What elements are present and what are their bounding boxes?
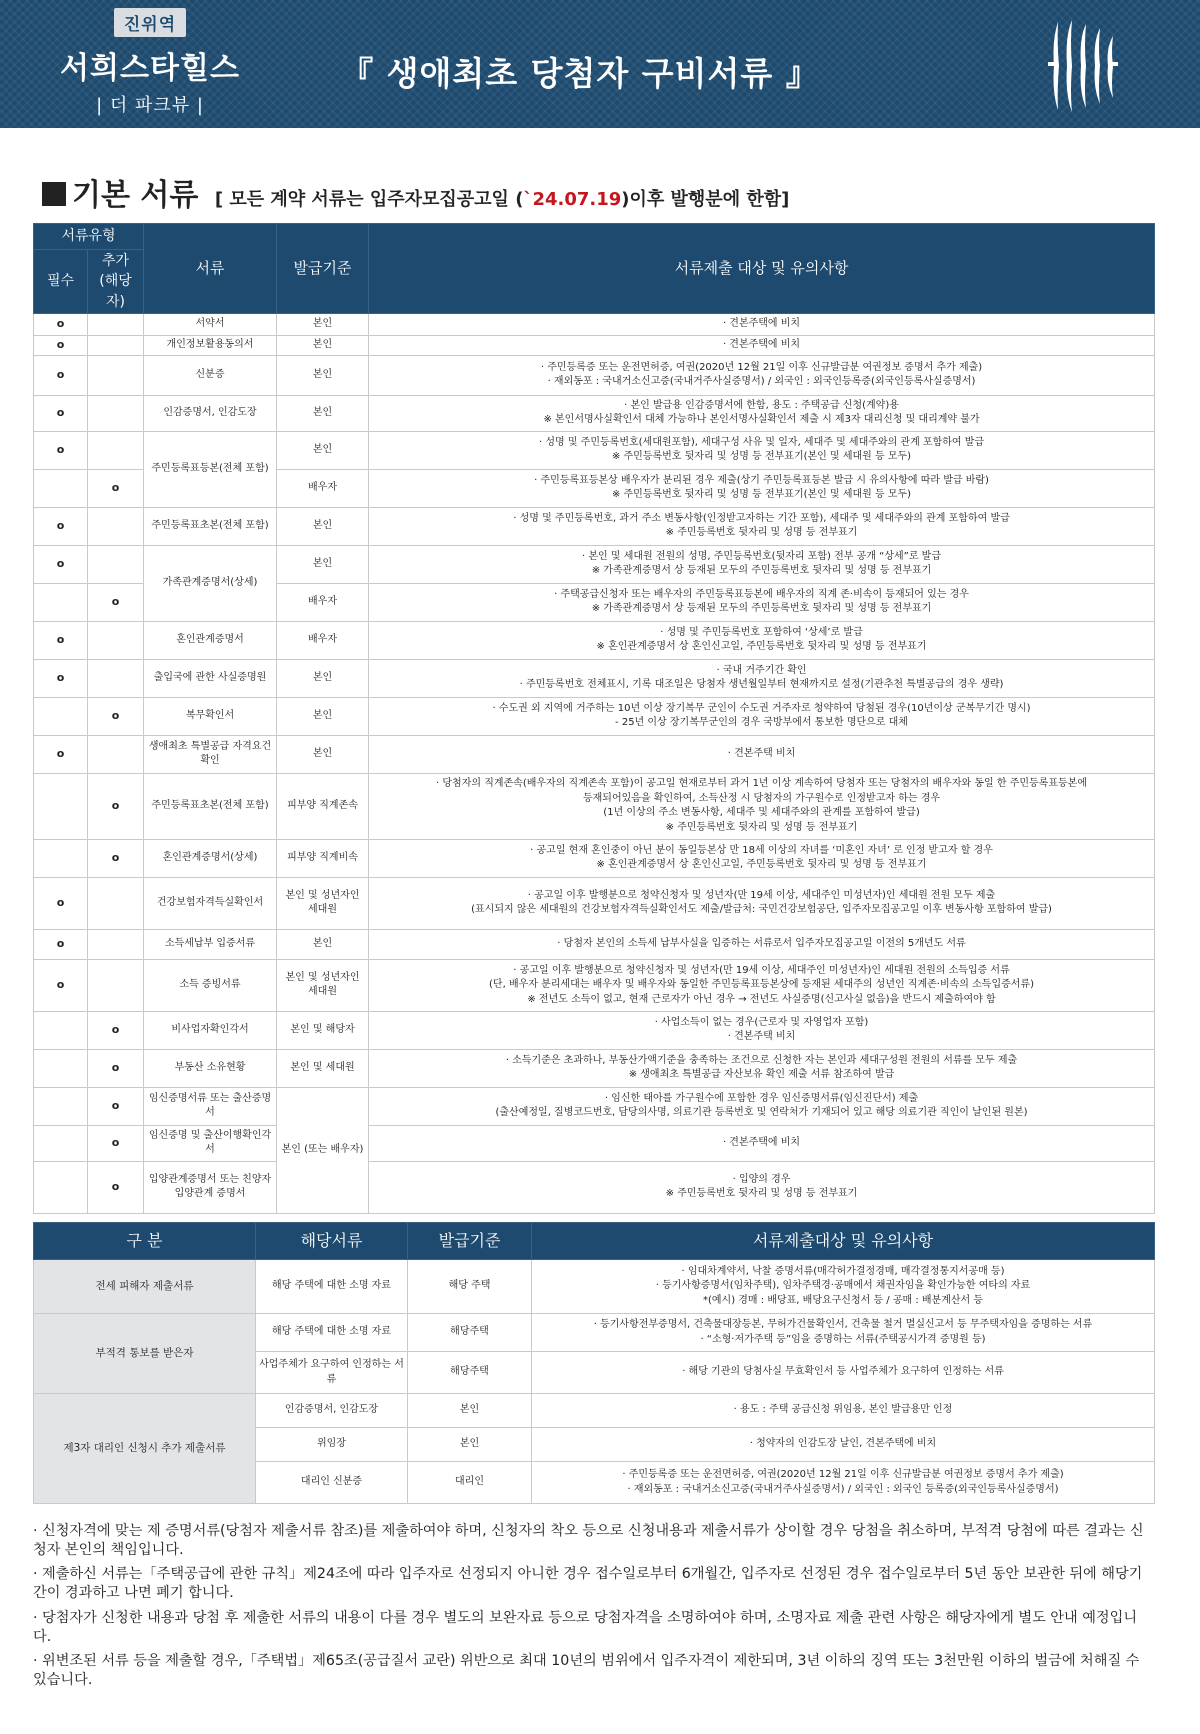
issuer: 배우자 — [277, 583, 369, 621]
table-row — [34, 929, 1155, 959]
required-mark — [34, 1011, 88, 1049]
document-name: 소득 증빙서류 — [144, 959, 277, 1011]
issuer: 본인 — [408, 1394, 532, 1428]
document-note: · 청약자의 인감도장 날인, 견본주택에 비치 — [532, 1428, 1155, 1462]
additional-mark: o — [88, 1087, 144, 1125]
document-name: 주민등록표초본(전체 포함) — [144, 507, 277, 545]
table-row — [34, 621, 1155, 659]
required-mark: o — [34, 545, 88, 583]
document-name: 해당 주택에 대한 소명 자료 — [256, 1260, 408, 1314]
document-name: 서약서 — [144, 313, 277, 335]
issuer: 본인 — [277, 697, 369, 735]
additional-mark — [88, 545, 144, 583]
document-name: 대리인 신분증 — [256, 1462, 408, 1504]
document-note: · 본인 및 세대원 전원의 성명, 주민등록번호(뒷자리 포함) 전부 공개 “상세”로 발급 ※ 가족관계증명서 상 등재된 모두의 주민등록번호 뒷자리 및 성명 등 전부표기 — [369, 545, 1155, 583]
required-mark: o — [34, 621, 88, 659]
required-mark: o — [34, 877, 88, 929]
document-name: 주민등록표초본(전체 포함) — [144, 773, 277, 839]
additional-mark: o — [88, 1011, 144, 1049]
category-ineligible-notice: 부적격 통보를 받은자 — [34, 1314, 256, 1394]
document-name: 입양관계증명서 또는 친양자 입양관계 증명서 — [144, 1161, 277, 1213]
additional-mark: o — [88, 697, 144, 735]
issuer: 본인 — [277, 929, 369, 959]
station-badge: 진위역 — [114, 8, 186, 37]
header-notes: 서류제출 대상 및 유의사항 — [369, 224, 1155, 314]
issuer: 본인 — [277, 431, 369, 469]
required-mark: o — [34, 355, 88, 395]
document-note: · 성명 및 주민등록번호, 과거 주소 변동사항(인정받고자하는 기간 포함), 세대주 및 세대주와의 관계 포함하여 발급 ※ 주민등록번호 뒷자리 및 성명 등 전부표기 — [369, 507, 1155, 545]
document-note: · 주민등록표등본상 배우자가 분리된 경우 제출(상기 주민등록표등본 발급 시 유의사항에 따라 발급 바람) ※ 주민등록번호 뒷자리 및 성명 등 전부표기(본인 및 세대원 등 모두) — [369, 469, 1155, 507]
document-note: · 수도권 외 지역에 거주하는 10년 이상 장기복무 군인이 수도권 거주자로 청약하여 당첨된 경우(10년이상 군복무기간 명시) - 25년 이상 장기복무군인의 경우 국방부에서 통보한 명단으로 대체 — [369, 697, 1155, 735]
additional-mark: o — [88, 773, 144, 839]
document-name: 부동산 소유현황 — [144, 1049, 277, 1087]
document-name: 복무확인서 — [144, 697, 277, 735]
additional-mark: o — [88, 1049, 144, 1087]
document-note: · 성명 및 주민등록번호 포함하여 ‘상세’로 발급 ※ 혼인관계증명서 상 혼인신고일, 주민등록번호 뒷자리 및 성명 등 전부표기 — [369, 621, 1155, 659]
hills-brand-icon — [1048, 20, 1118, 112]
required-mark — [34, 697, 88, 735]
issuer: 배우자 — [277, 621, 369, 659]
required-mark: o — [34, 507, 88, 545]
table-row — [34, 659, 1155, 697]
document-note: · 국내 거주기간 확인 · 주민등록번호 전체표시, 기록 대조일은 당첨자 생년월일부터 현재까지로 설정(기관추천 특별공급의 경우 생략) — [369, 659, 1155, 697]
notice-date: `24.07.19 — [523, 189, 622, 210]
document-note: · 공고일 현재 혼인중이 아닌 분이 동일등본상 만 18세 이상의 자녀를 ‘미혼인 자녀’ 로 인정 받고자 할 경우 ※ 혼인관계증명서 상 혼인신고일, 주민등록번호 뒷자리 및 성명 등 전부표기 — [369, 839, 1155, 877]
table-row — [34, 545, 1155, 583]
required-mark: o — [34, 735, 88, 773]
document-note: · 사업소득이 없는 경우(근로자 및 자영업자 포함) · 견본주택 비치 — [369, 1011, 1155, 1049]
required-mark: o — [34, 431, 88, 469]
document-name: 비사업자확인각서 — [144, 1011, 277, 1049]
issuer: 본인 — [277, 507, 369, 545]
table-row — [34, 1125, 1155, 1161]
section-note-suffix: )이후 발행분에 한함] — [621, 189, 790, 210]
document-name: 신분증 — [144, 355, 277, 395]
apartment-name: 서희스타힐스 — [60, 51, 240, 86]
required-mark: o — [34, 335, 88, 355]
issuer: 해당주택 — [408, 1314, 532, 1352]
additional-mark — [88, 659, 144, 697]
required-mark: o — [34, 659, 88, 697]
required-mark — [34, 1125, 88, 1161]
header-doc-type: 서류유형 — [34, 224, 144, 250]
header-document: 해당서류 — [256, 1223, 408, 1260]
issuer: 본인 및 세대원 — [277, 1049, 369, 1087]
footnote-item: · 신청자격에 맞는 제 증명서류(당첨자 제출서류 참조)를 제출하여야 하며, 신청자의 착오 등으로 신청내용과 제출서류가 상이할 경우 당첨을 취소하며, 부적격 당첨에 따른 결과는 신청자 본인의 책임입니다. — [33, 1523, 1144, 1558]
header-issuer: 발급기준 — [408, 1223, 532, 1260]
document-name: 해당 주택에 대한 소명 자료 — [256, 1314, 408, 1352]
document-note: · 해당 기관의 당첨사실 무효확인서 등 사업주체가 요구하여 인정하는 서류 — [532, 1352, 1155, 1394]
additional-mark: o — [88, 583, 144, 621]
document-name: 임신증명 및 출산이행확인각서 — [144, 1125, 277, 1161]
additional-mark — [88, 431, 144, 469]
table-row — [34, 395, 1155, 431]
document-name: 사업주체가 요구하여 인정하는 서류 — [256, 1352, 408, 1394]
document-note: · 성명 및 주민등록번호(세대원포함), 세대구성 사유 및 일자, 세대주 및 세대주와의 관계 포함하여 발급 ※ 주민등록번호 뒷자리 및 성명 등 전부표기(본인 및 세대원 등 모두) — [369, 431, 1155, 469]
document-note: · 공고일 이후 발행분으로 청약신청자 및 성년자(만 19세 이상, 세대주인 미성년자)인 세대원 전원의 소득입증 서류 (단, 배우자 분리세대는 배우자 및 배우자와 동일한 주민등록표등본상에 등재된 세대주의 성년인 직계존·비속의 소득입증서류) ※ 전년도 소득이 없고, 현재 근로자가 아닌 경우 → 전년도 사실증명(신고사실 없음)을 반드시 제출하여야 함 — [369, 959, 1155, 1011]
document-name: 생애최초 특별공급 자격요건 확인 — [144, 735, 277, 773]
table-row — [34, 1394, 1155, 1428]
required-mark — [34, 583, 88, 621]
issuer: 본인 및 해당자 — [277, 1011, 369, 1049]
issuer: 본인 — [277, 395, 369, 431]
table-row — [34, 773, 1155, 839]
header-document: 서류 — [144, 224, 277, 314]
table-row — [34, 1161, 1155, 1213]
document-note: · 당첨자 본인의 소득세 납부사실을 입증하는 서류로서 입주자모집공고일 이전의 5개년도 서류 — [369, 929, 1155, 959]
header-additional: 추가 (해당자) — [88, 250, 144, 314]
document-note: · 주민등록증 또는 운전면허증, 여권(2020년 12월 21일 이후 신규발급분 여권정보 증명서 추가 제출) · 재외동포 : 국내거소신고증(국내거주사실증명서) / 외국인 : 외국인등록증(외국인등록사실증명서) — [369, 355, 1155, 395]
additional-mark: o — [88, 839, 144, 877]
page-header — [0, 0, 1200, 128]
section-title: 기본 서류 — [72, 178, 199, 213]
table-row — [34, 313, 1155, 335]
document-note: · 등기사항전부증명서, 건축물대장등본, 무허가건물확인서, 건축물 철거 멸실신고서 등 무주택자임을 증명하는 서류 · “소형·저가주택 등”임을 증명하는 서류(주택공시가격 증명원 등) — [532, 1314, 1155, 1352]
required-mark — [34, 469, 88, 507]
document-name: 위임장 — [256, 1428, 408, 1462]
additional-mark — [88, 621, 144, 659]
document-note: · 용도 : 주택 공급신청 위임용, 본인 발급용만 인정 — [532, 1394, 1155, 1428]
additional-mark — [88, 959, 144, 1011]
additional-mark — [88, 877, 144, 929]
header-notes: 서류제출대상 및 유의사항 — [532, 1223, 1155, 1260]
issuer: 대리인 — [408, 1462, 532, 1504]
document-note: · 견본주택에 비치 — [369, 1125, 1155, 1161]
required-mark — [34, 1087, 88, 1125]
additional-mark — [88, 507, 144, 545]
square-bullet-icon — [42, 182, 66, 206]
table-row — [34, 1011, 1155, 1049]
additional-mark: o — [88, 1161, 144, 1213]
issuer: 본인 — [277, 545, 369, 583]
document-name: 건강보험자격득실확인서 — [144, 877, 277, 929]
table-row — [34, 1314, 1155, 1352]
additional-mark: o — [88, 469, 144, 507]
document-note: · 견본주택에 비치 — [369, 335, 1155, 355]
required-mark: o — [34, 929, 88, 959]
required-mark — [34, 839, 88, 877]
required-mark: o — [34, 313, 88, 335]
document-name: 출입국에 관한 사실증명원 — [144, 659, 277, 697]
header-required: 필수 — [34, 250, 88, 314]
document-name: 개인정보활용동의서 — [144, 335, 277, 355]
document-note: · 입양의 경우 ※ 주민등록번호 뒷자리 및 성명 등 전부표기 — [369, 1161, 1155, 1213]
document-name: 인감증명서, 인감도장 — [144, 395, 277, 431]
category-proxy-applicant: 제3자 대리인 신청시 추가 제출서류 — [34, 1394, 256, 1504]
issuer: 본인 (또는 배우자) — [277, 1087, 369, 1213]
additional-mark — [88, 335, 144, 355]
document-note: · 임신한 태아를 가구원수에 포함한 경우 임신증명서류(임신진단서) 제출 (출산예정일, 질병코드번호, 담당의사명, 의료기관 등록번호 및 연락처가 기재되어 있고 해당 의료기관 직인이 날인된 원본) — [369, 1087, 1155, 1125]
issuer: 본인 — [277, 355, 369, 395]
issuer: 본인 및 성년자인 세대원 — [277, 959, 369, 1011]
document-note: · 당첨자의 직계존속(배우자의 직계존속 포함)이 공고일 현재로부터 과거 1년 이상 계속하여 당첨자 또는 당첨자의 배우자와 동일 한 주민등록표등본에 등재되어있음을 확인하여, 소득산정 시 당첨자의 가구원수로 인정받고자 하는 경우 (1년 이상의 주소 변동사항, 세대주 및 세대주와의 관계를 포함하여 발급) ※ 주민등록번호 뒷자리 및 성명 등 전부표기 — [369, 773, 1155, 839]
page-title: 『 생애최초 당첨자 구비서류 』 — [340, 54, 820, 93]
issuer: 본인 — [277, 313, 369, 335]
document-note: · 견본주택에 비치 — [369, 313, 1155, 335]
issuer: 배우자 — [277, 469, 369, 507]
table-row — [34, 697, 1155, 735]
document-note: · 임대차계약서, 낙찰 증명서류(매각허가결정경매, 매각결정통지서공매 등) · 등기사항증명서(임차주택), 임차주택경·공매에서 채권자임을 확인가능한 여타의 자료 *(예시) 경매 : 배당표, 배당요구신청서 등 / 공매 : 배분계산서 등 — [532, 1260, 1155, 1314]
header-issuer: 발급기준 — [277, 224, 369, 314]
footnotes — [33, 1522, 1154, 1696]
issuer: 해당주택 — [408, 1352, 532, 1394]
required-mark — [34, 773, 88, 839]
table-row — [34, 355, 1155, 395]
additional-mark — [88, 313, 144, 335]
table-row — [34, 1260, 1155, 1314]
document-name: 인감증명서, 인감도장 — [256, 1394, 408, 1428]
table-row — [34, 877, 1155, 929]
section-heading — [42, 170, 789, 214]
required-mark — [34, 1049, 88, 1087]
basic-documents-table — [33, 223, 1154, 1214]
apartment-subname: | 더 파크뷰 | — [96, 95, 204, 116]
additional-mark: o — [88, 1125, 144, 1161]
table-row — [34, 959, 1155, 1011]
document-name: 혼인관계증명서 — [144, 621, 277, 659]
issuer: 본인 및 성년자인 세대원 — [277, 877, 369, 929]
table-row — [34, 1087, 1155, 1125]
apartment-logo — [50, 8, 250, 117]
document-name: 혼인관계증명서(상세) — [144, 839, 277, 877]
footnote-item: · 당첨자가 신청한 내용과 당첨 후 제출한 서류의 내용이 다를 경우 별도의 보완자료 등으로 당첨자격을 소명하여야 하며, 소명자료 제출 관련 사항은 해당자에게 별도 안내 예정입니다. — [33, 1609, 1138, 1645]
table-row — [34, 735, 1155, 773]
footnote-item: · 제출하신 서류는「주택공급에 관한 규칙」제24조에 따라 입주자로 선정되지 아니한 경우 접수일로부터 6개월간, 입주자로 선정된 경우 접수일로부터 5년 동안 보관한 뒤에 해당기간이 경과하고 나면 폐기 합니다. — [33, 1566, 1143, 1602]
additional-mark — [88, 735, 144, 773]
document-name: 주민등록표등본(전체 포함) — [144, 431, 277, 507]
issuer: 본인 — [277, 735, 369, 773]
issuer: 본인 — [277, 659, 369, 697]
required-mark: o — [34, 395, 88, 431]
document-note: · 주민등록증 또는 운전면허증, 여권(2020년 12월 21일 이후 신규발급분 여권정보 증명서 추가 제출) · 재외동포 : 국내거소신고증(국내거주사실증명서) / 외국인 : 외국인 등록증(외국인등록사실증명서) — [532, 1462, 1155, 1504]
special-case-documents-table — [33, 1222, 1154, 1504]
issuer: 본인 — [408, 1428, 532, 1462]
table-row — [34, 431, 1155, 469]
document-note: · 주택공급신청자 또는 배우자의 주민등록표등본에 배우자의 직계 존·비속이 등재되어 있는 경우 ※ 가족관계증명서 상 등재된 모두의 주민등록번호 뒷자리 및 성명 등 전부표기 — [369, 583, 1155, 621]
table-row — [34, 1049, 1155, 1087]
footnote-item: · 위변조된 서류 등을 제출할 경우,「주택법」제65조(공급질서 교란) 위반으로 최대 10년의 범위에서 입주자격이 제한되며, 3년 이하의 징역 또는 3천만원 이하의 벌금에 처해질 수 있습니다. — [33, 1653, 1140, 1689]
table-row — [34, 839, 1155, 877]
document-name: 임신증명서류 또는 출산증명서 — [144, 1087, 277, 1125]
header-category: 구 분 — [34, 1223, 256, 1260]
issuer: 피부양 직계비속 — [277, 839, 369, 877]
required-mark — [34, 1161, 88, 1213]
document-note: · 견본주택 비치 — [369, 735, 1155, 773]
issuer: 피부양 직계존속 — [277, 773, 369, 839]
document-note: · 소득기준은 초과하나, 부동산가액기준을 충족하는 조건으로 신청한 자는 본인과 세대구성원 전원의 서류를 모두 제출 ※ 생애최초 특별공급 자산보유 확인 제출 서류 참조하여 발급 — [369, 1049, 1155, 1087]
required-mark: o — [34, 959, 88, 1011]
document-note: · 공고일 이후 발행분으로 청약신청자 및 성년자(만 19세 이상, 세대주인 미성년자)인 세대원 전원 모두 제출 (표시되지 않은 세대원의 건강보험자격득실확인서도 제출/발급처: 국민건강보험공단, 입주자모집공고일 이후 변동사항 포함하여 발급) — [369, 877, 1155, 929]
table-row — [34, 507, 1155, 545]
additional-mark — [88, 395, 144, 431]
document-name: 소득세납부 입증서류 — [144, 929, 277, 959]
document-note: · 본인 발급용 인감증명서에 한함, 용도 : 주택공급 신청(계약)용 ※ 본인서명사실확인서 대체 가능하나 본인서명사실확인서 제출 시 제3자 대리신청 및 대리계약 불가 — [369, 395, 1155, 431]
additional-mark — [88, 355, 144, 395]
section-note-prefix: [ 모든 계약 서류는 입주자모집공고일 ( — [214, 189, 524, 210]
section-note — [215, 189, 790, 210]
issuer: 해당 주택 — [408, 1260, 532, 1314]
document-name: 가족관계증명서(상세) — [144, 545, 277, 621]
table-row — [34, 335, 1155, 355]
category-jeonse-victim: 전세 피해자 제출서류 — [34, 1260, 256, 1314]
additional-mark — [88, 929, 144, 959]
issuer: 본인 — [277, 335, 369, 355]
